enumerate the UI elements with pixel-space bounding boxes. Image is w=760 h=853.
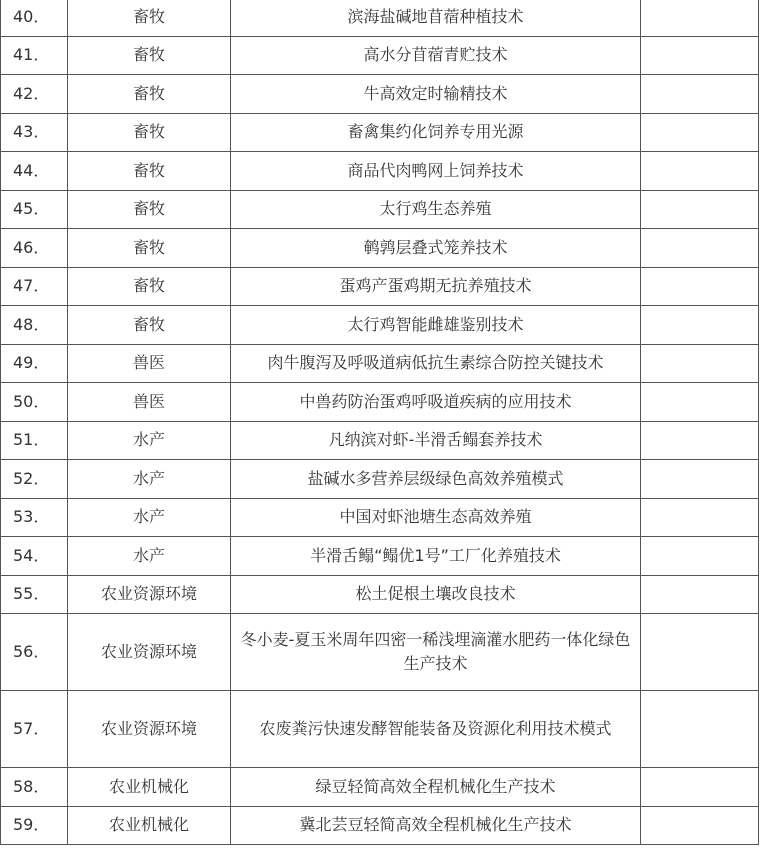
table-row <box>1 306 759 345</box>
row-number-cell: 50． <box>1 383 68 422</box>
technology-name-cell: 牛高效定时输精技术 <box>231 75 641 114</box>
row-number-cell: 53． <box>1 498 68 537</box>
notes-cell <box>641 36 759 75</box>
technology-name-cell: 高水分苜蓿青贮技术 <box>231 36 641 75</box>
notes-cell <box>641 498 759 537</box>
notes-cell <box>641 806 759 845</box>
technology-name-cell: 凡纳滨对虾-半滑舌鳎套养技术 <box>231 421 641 460</box>
notes-cell <box>641 344 759 383</box>
category-cell: 农业资源环境 <box>68 691 231 768</box>
category-cell: 水产 <box>68 498 231 537</box>
notes-cell <box>641 614 759 691</box>
notes-cell <box>641 306 759 345</box>
technology-name-cell: 鹌鹑层叠式笼养技术 <box>231 229 641 268</box>
row-number-cell: 54． <box>1 537 68 576</box>
table-row <box>1 229 759 268</box>
category-cell: 农业机械化 <box>68 768 231 807</box>
row-number-cell: 49． <box>1 344 68 383</box>
category-cell: 畜牧 <box>68 0 231 36</box>
notes-cell <box>641 0 759 36</box>
category-cell: 农业机械化 <box>68 806 231 845</box>
technology-name-cell: 滨海盐碱地苜蓿种植技术 <box>231 0 641 36</box>
table-row <box>1 806 759 845</box>
technology-name-cell: 太行鸡智能雌雄鉴别技术 <box>231 306 641 345</box>
technology-name-cell: 松土促根土壤改良技术 <box>231 575 641 614</box>
notes-cell <box>641 113 759 152</box>
table-body <box>1 0 759 845</box>
technology-name-cell: 半滑舌鳎“鳎优1号”工厂化养殖技术 <box>231 537 641 576</box>
row-number-cell: 47． <box>1 267 68 306</box>
category-cell: 畜牧 <box>68 267 231 306</box>
table-row <box>1 383 759 422</box>
table-row <box>1 498 759 537</box>
notes-cell <box>641 768 759 807</box>
row-number-cell: 41． <box>1 36 68 75</box>
row-number-cell: 57． <box>1 691 68 768</box>
table-row <box>1 36 759 75</box>
category-cell: 兽医 <box>68 383 231 422</box>
row-number-cell: 58． <box>1 768 68 807</box>
row-number-cell: 48． <box>1 306 68 345</box>
notes-cell <box>641 460 759 499</box>
category-cell: 畜牧 <box>68 229 231 268</box>
category-cell: 水产 <box>68 537 231 576</box>
technology-name-cell: 肉牛腹泻及呼吸道病低抗生素综合防控关键技术 <box>231 344 641 383</box>
category-cell: 畜牧 <box>68 36 231 75</box>
technology-name-cell: 太行鸡生态养殖 <box>231 190 641 229</box>
technology-name-cell: 绿豆轻简高效全程机械化生产技术 <box>231 768 641 807</box>
technology-name-cell: 冬小麦-夏玉米周年四密一稀浅埋滴灌水肥药一体化绿色生产技术 <box>231 614 641 691</box>
technology-name-cell: 畜禽集约化饲养专用光源 <box>231 113 641 152</box>
table-row <box>1 575 759 614</box>
technology-name-cell: 盐碱水多营养层级绿色高效养殖模式 <box>231 460 641 499</box>
notes-cell <box>641 229 759 268</box>
category-cell: 水产 <box>68 421 231 460</box>
category-cell: 畜牧 <box>68 190 231 229</box>
category-cell: 畜牧 <box>68 75 231 114</box>
row-number-cell: 59． <box>1 806 68 845</box>
row-number-cell: 40． <box>1 0 68 36</box>
table-row <box>1 190 759 229</box>
category-cell: 兽医 <box>68 344 231 383</box>
technology-name-cell: 冀北芸豆轻简高效全程机械化生产技术 <box>231 806 641 845</box>
table-row <box>1 267 759 306</box>
category-cell: 畜牧 <box>68 306 231 345</box>
row-number-cell: 52． <box>1 460 68 499</box>
technology-name-cell: 蛋鸡产蛋鸡期无抗养殖技术 <box>231 267 641 306</box>
row-number-cell: 46． <box>1 229 68 268</box>
notes-cell <box>641 575 759 614</box>
notes-cell <box>641 152 759 191</box>
notes-cell <box>641 421 759 460</box>
category-cell: 农业资源环境 <box>68 575 231 614</box>
row-number-cell: 45． <box>1 190 68 229</box>
technology-name-cell: 中兽药防治蛋鸡呼吸道疾病的应用技术 <box>231 383 641 422</box>
notes-cell <box>641 267 759 306</box>
technology-name-cell: 农废粪污快速发酵智能装备及资源化利用技术模式 <box>231 691 641 768</box>
row-number-cell: 42． <box>1 75 68 114</box>
table-row <box>1 768 759 807</box>
category-cell: 农业资源环境 <box>68 614 231 691</box>
category-cell: 畜牧 <box>68 152 231 191</box>
row-number-cell: 51． <box>1 421 68 460</box>
row-number-cell: 55． <box>1 575 68 614</box>
row-number-cell: 44． <box>1 152 68 191</box>
notes-cell <box>641 383 759 422</box>
notes-cell <box>641 190 759 229</box>
row-number-cell: 56． <box>1 614 68 691</box>
technology-name-cell: 商品代肉鸭网上饲养技术 <box>231 152 641 191</box>
table-row <box>1 152 759 191</box>
table-row <box>1 537 759 576</box>
category-cell: 水产 <box>68 460 231 499</box>
notes-cell <box>641 691 759 768</box>
notes-cell <box>641 537 759 576</box>
table-row <box>1 421 759 460</box>
table-row <box>1 614 759 691</box>
table-row <box>1 113 759 152</box>
table-row <box>1 460 759 499</box>
row-number-cell: 43． <box>1 113 68 152</box>
technology-name-cell: 中国对虾池塘生态高效养殖 <box>231 498 641 537</box>
table-row <box>1 75 759 114</box>
table-row <box>1 691 759 768</box>
table-row <box>1 0 759 36</box>
table-row <box>1 344 759 383</box>
notes-cell <box>641 75 759 114</box>
category-cell: 畜牧 <box>68 113 231 152</box>
